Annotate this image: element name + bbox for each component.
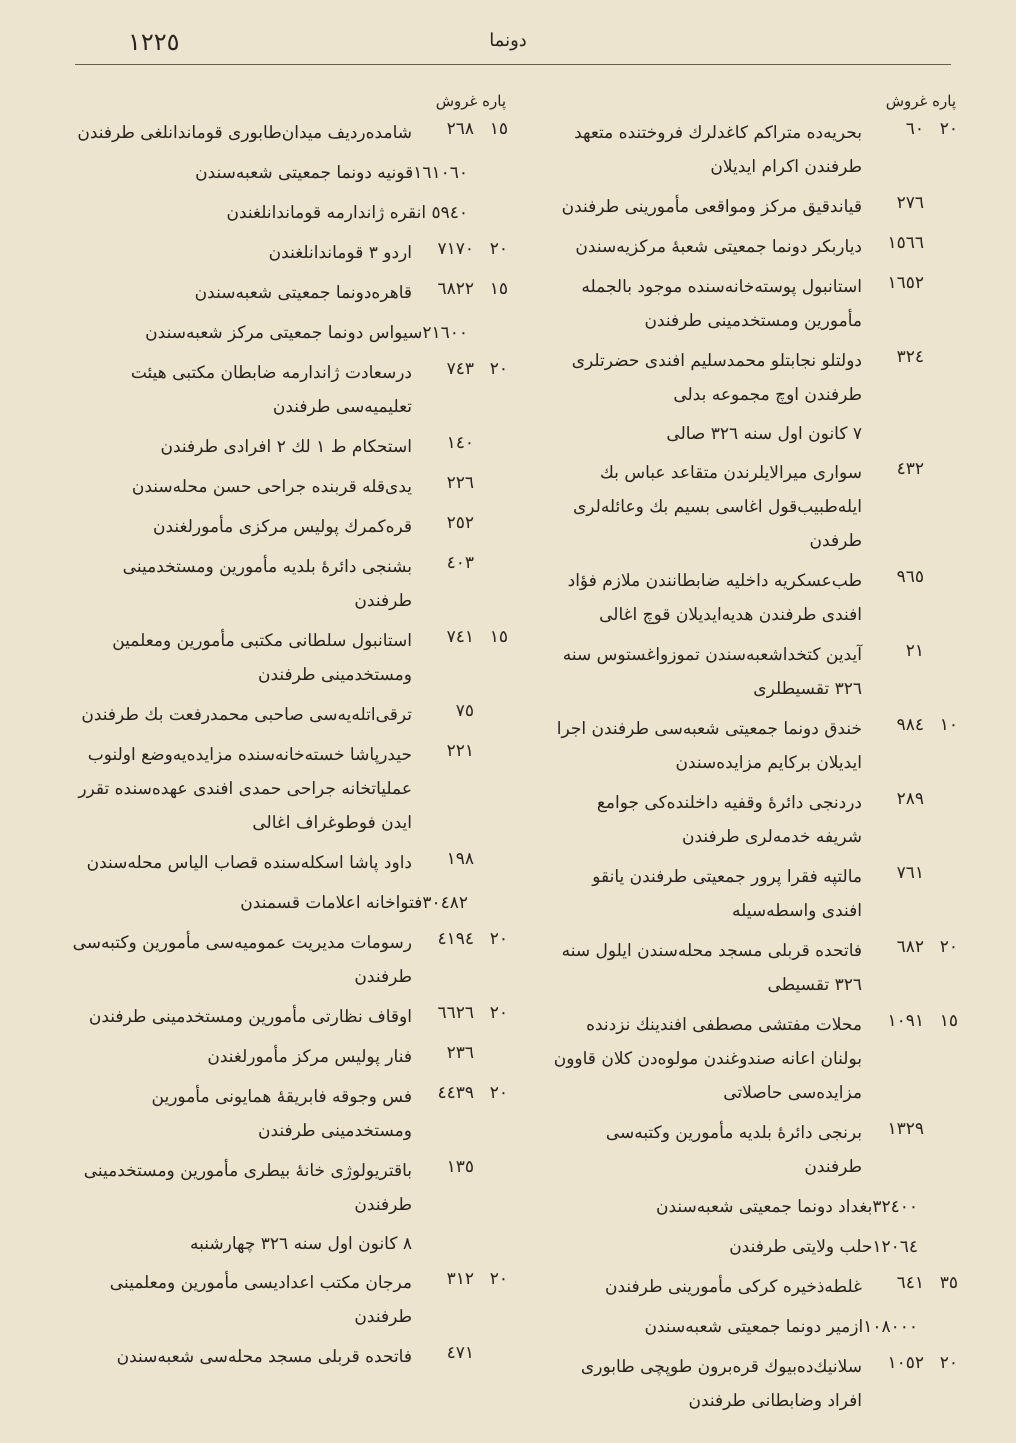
ghurush-amount: ٢١ [905,641,924,661]
ghurush-amount: ٤٧١ [446,1343,474,1363]
entry-description: فنار پولیس مرکز مأمورلغندن [207,1047,412,1067]
ghurush-amount: ٢٣٦ [446,1043,474,1063]
ledger-entry [548,456,958,558]
ghurush-amount: ٦٠ [905,119,924,139]
ledger-entry [548,1116,958,1184]
ledger-entry [68,1154,508,1222]
ledger-entry [68,356,508,424]
header-rule [75,64,951,65]
column-header: پاره غروش [435,92,506,110]
para-amount: ٢٠ [489,1083,508,1103]
entry-description: رسومات مدیریت عمومیه‌سی مأمورین وکتبه‌سی طرفندن [72,933,412,987]
ledger-entry [548,344,958,412]
entry-description: استانبول سلطانی مکتبی مأمورین ومعلمین ومستخدمینی طرفندن [112,631,412,685]
entry-description: یدی‌قله قربنده جراحی حسن محله‌سندن [131,477,412,497]
ledger-entry [68,1266,508,1334]
entry-description: استانبول پوسته‌خانه‌سنده موجود بالجمله مأمورین ومستخدمینی طرفندن [581,277,862,331]
ghurush-amount: ٦٤١ [896,1273,924,1293]
ledger-entry [68,624,508,692]
entry-description: مرجان مکتب اعدادیسی مأمورین ومعلمینی طرفندن [109,1273,412,1327]
para-amount: ٣٥ [939,1273,958,1293]
ghurush-amount: ٢٢٦ [446,473,474,493]
ledger-entry [68,276,508,310]
ledger-entry [548,712,958,780]
ghurush-amount: ٧٥ [455,701,474,721]
entry-description: دولتلو نجابتلو محمدسلیم افندی حضرتلری طرفندن اوچ مجموعه بدلی [571,351,862,405]
entry-description: استحکام ط ١ لك ٢ افرادی طرفندن [160,437,412,457]
ledger-entry [68,236,508,270]
para-amount: ١٥ [489,279,508,299]
ledger-entry [68,470,508,504]
ghurush-amount: ٣٢٤ [896,347,924,367]
entry-description: درسعادت ژاندارمه ضابطان مکتبی هیئت تعلیمیه‌سی طرفندن [130,363,412,417]
ledger-entry [548,116,958,184]
ghurush-amount: ٧١٧٠ [437,239,474,259]
ledger-entry [548,1270,958,1304]
entry-description: اردو ٣ قوماندانلغندن [268,243,412,263]
ghurush-amount: ١٩٨ [446,849,474,869]
left-column [68,92,508,1422]
para-amount: ١٥ [489,119,508,139]
ghurush-amount: ٢٦٨ [446,119,474,139]
entry-description: قیاندقیق مرکز ومواقعی مأمورینی طرفندن [561,197,862,217]
entry-description: قره‌کمرك پولیس مرکزی مأمورلغندن [152,517,412,537]
entry-description: طب‌عسکریه داخلیه ضابطانندن ملازم فؤاد افندی طرفندن هدیه‌ایدیلان قوچ اغالی [567,571,862,625]
ledger-entry [548,190,958,224]
ghurush-amount: ٢٢١ [446,741,474,761]
entry-description: ترقی‌اتله‌یه‌سی صاحبی محمدرفعت بك طرفندن [81,705,412,725]
column-header: پاره غروش [885,92,956,110]
entry-description: شامده‌ردیف میدان‌طابوری قوماندانلغی طرفندن [77,123,412,143]
right-column [548,92,958,1422]
ghurush-amount: ٤٣٢ [896,459,924,479]
ghurush-amount: ٤٠٣ [446,553,474,573]
para-amount: ٢٠ [489,359,508,379]
ledger-entry [68,926,508,994]
ghurush-amount: ١٣٢٩ [887,1119,924,1139]
ledger-entry [548,1350,958,1418]
entry-description: اوقاف نظارتی مأمورین ومستخدمینی طرفندن [88,1007,412,1027]
ledger-entry [68,1040,508,1074]
page-header [60,28,956,64]
ledger-entry [68,698,508,732]
para-amount: ٢٠ [489,1003,508,1023]
entry-description: فس وجوقه فابریقهٔ همایونی مأمورین ومستخدمینی طرفندن [151,1087,412,1141]
ghurush-amount: ٢٨٩ [896,789,924,809]
ghurush-amount: ٧٤٣ [446,359,474,379]
ledger-entry [68,116,508,150]
date-line: ٧ کانون اول سنه ٣٢٦ صالی [666,424,862,444]
entry-description: فاتحده قربلی مسجد محله‌سی شعبه‌سندن [116,1347,412,1367]
entry-description: حیدرپاشا خسته‌خانه‌سنده مزایده‌یه‌وضع اولنوب عملیاتخانه جراحی حمدی افندی عهده‌سنده تقرر ایدن فوطوغراف اغالی [78,745,412,833]
ledger-entry [68,1080,508,1148]
ledger-entry [68,430,508,464]
ledger-entry [548,638,958,706]
entry-description: بشنجی دائرهٔ بلدیه مأمورین ومستخدمینی طرفندن [122,557,412,611]
ghurush-amount: ١٤٠ [446,433,474,453]
ghurush-amount: ١٦٥٢ [887,273,924,293]
entry-description: غلطه‌ذخیره کرکی مأمورینی طرفندن [604,1277,862,1297]
entry-description: مالتپه فقرا پرور جمعیتی طرفندن یانقو افندی واسطه‌سیله [592,867,862,921]
ledger-entry [548,564,958,632]
entry-description: دیاربکر دونما جمعیتی شعبهٔ مرکزیه‌سندن [575,237,862,257]
ghurush-amount: ١٠٩١ [887,1011,924,1031]
entry-description: آیدین کتخداشعبه‌سندن تموزواغستوس سنه ٣٢٦ تقسیطلری [562,645,862,699]
ledger-entry [68,1340,508,1374]
ghurush-amount: ٧٤١ [446,627,474,647]
ledger-entry [548,270,958,338]
ledger-entry [548,860,958,928]
para-amount: ٢٠ [489,929,508,949]
para-amount: ٢٠ [489,239,508,259]
entry-description: محلات مفتشی مصطفی افندینك نزدنده بولنان اعانه صندوغندن مولوه‌دن کلان قاوون مزایده‌سی حاصلاتی [553,1015,862,1103]
ghurush-amount: ٤١٩٤ [437,929,474,949]
inline-entry: ٢١٦٠٠سیواس دونما جمعیتی مرکز شعبه‌سندن [145,323,468,343]
entry-description: خندق دونما جمعیتی شعبه‌سی طرفندن اجرا ایدیلان برکایم مزایده‌سندن [556,719,862,773]
page-number: ١٢٢٥ [128,28,180,56]
ghurush-amount: ١٣٥ [446,1157,474,1177]
entry-description: بحریه‌ده متراکم کاغدلرك فروختنده متعهد طرفندن اکرام ایدیلان [574,123,862,177]
ledger-entry [68,846,508,880]
ledger-entry [548,1008,958,1110]
inline-entry: ٣٢٤٠٠بغداد دونما جمعیتی شعبه‌سندن [656,1197,918,1217]
ledger-entry [548,230,958,264]
para-amount: ١٠ [939,715,958,735]
ledger-entry [68,1000,508,1034]
para-amount: ٢٠ [939,937,958,957]
inline-entry: ٥٩٤٠ انقره ژاندارمه قوماندانلغندن [226,203,468,223]
inline-entry: ١٢٠٦٤حلب ولایتی طرفندن [729,1237,918,1257]
ghurush-amount: ٩٦٥ [896,567,924,587]
ghurush-amount: ٢٥٢ [446,513,474,533]
ledger-entry [548,786,958,854]
ghurush-amount: ٤٤٣٩ [437,1083,474,1103]
inline-entry: ١٦١٠٦٠قونیه دونما جمعیتی شعبه‌سندن [195,163,468,183]
ledger-entry [68,510,508,544]
date-line: ٨ کانون اول سنه ٣٢٦ چهارشنبه [190,1234,412,1254]
ghurush-amount: ٣١٢ [446,1269,474,1289]
ghurush-amount: ٦٦٢٦ [437,1003,474,1023]
inline-entry: ٣٠٤٨٢فتواخانه اعلامات قسمندن [240,893,468,913]
ghurush-amount: ٩٨٤ [896,715,924,735]
ghurush-amount: ٢٧٦ [896,193,924,213]
entry-description: باقتریولوژی خانهٔ بیطری مأمورین ومستخدمینی طرفندن [83,1161,412,1215]
ledger-entry [68,550,508,618]
ledger-entry [68,738,508,840]
para-amount: ٢٠ [939,119,958,139]
entry-description: سواری میرالایلرندن متقاعد عباس بك ایله‌طبیب‌قول اغاسی بسیم بك وعائله‌لری طرفدن [572,463,862,551]
running-title: دونما [489,30,527,51]
ghurush-amount: ٦٨٢٢ [437,279,474,299]
entry-description: سلانیك‌ده‌بیوك قره‌برون طوپچی طابوری افراد وضابطانی طرفندن [580,1357,862,1411]
entry-description: فاتحده قربلی مسجد محله‌سندن ایلول سنه ٣٢٦ تقسیطی [561,941,862,995]
inline-entry: ١٠٨٠٠٠ازمیر دونما جمعیتی شعبه‌سندن [644,1317,918,1337]
para-amount: ١٥ [489,627,508,647]
ledger-entry [548,934,958,1002]
para-amount: ٢٠ [939,1353,958,1373]
para-amount: ٢٠ [489,1269,508,1289]
para-amount: ١٥ [939,1011,958,1031]
entry-description: داود پاشا اسکله‌سنده قصاب الیاس محله‌سندن [86,853,412,873]
entry-description: برنجی دائرهٔ بلدیه مأمورین وکتبه‌سی طرفندن [605,1123,862,1177]
ghurush-amount: ٦٨٢ [896,937,924,957]
ghurush-amount: ١٥٦٦ [887,233,924,253]
ghurush-amount: ١٠٥٢ [887,1353,924,1373]
entry-description: دردنجی دائرهٔ وقفیه داخلنده‌کی جوامع شریفه خدمه‌لری طرفندن [596,793,862,847]
entry-description: قاهره‌دونما جمعیتی شعبه‌سندن [194,283,412,303]
ghurush-amount: ٧٦١ [896,863,924,883]
